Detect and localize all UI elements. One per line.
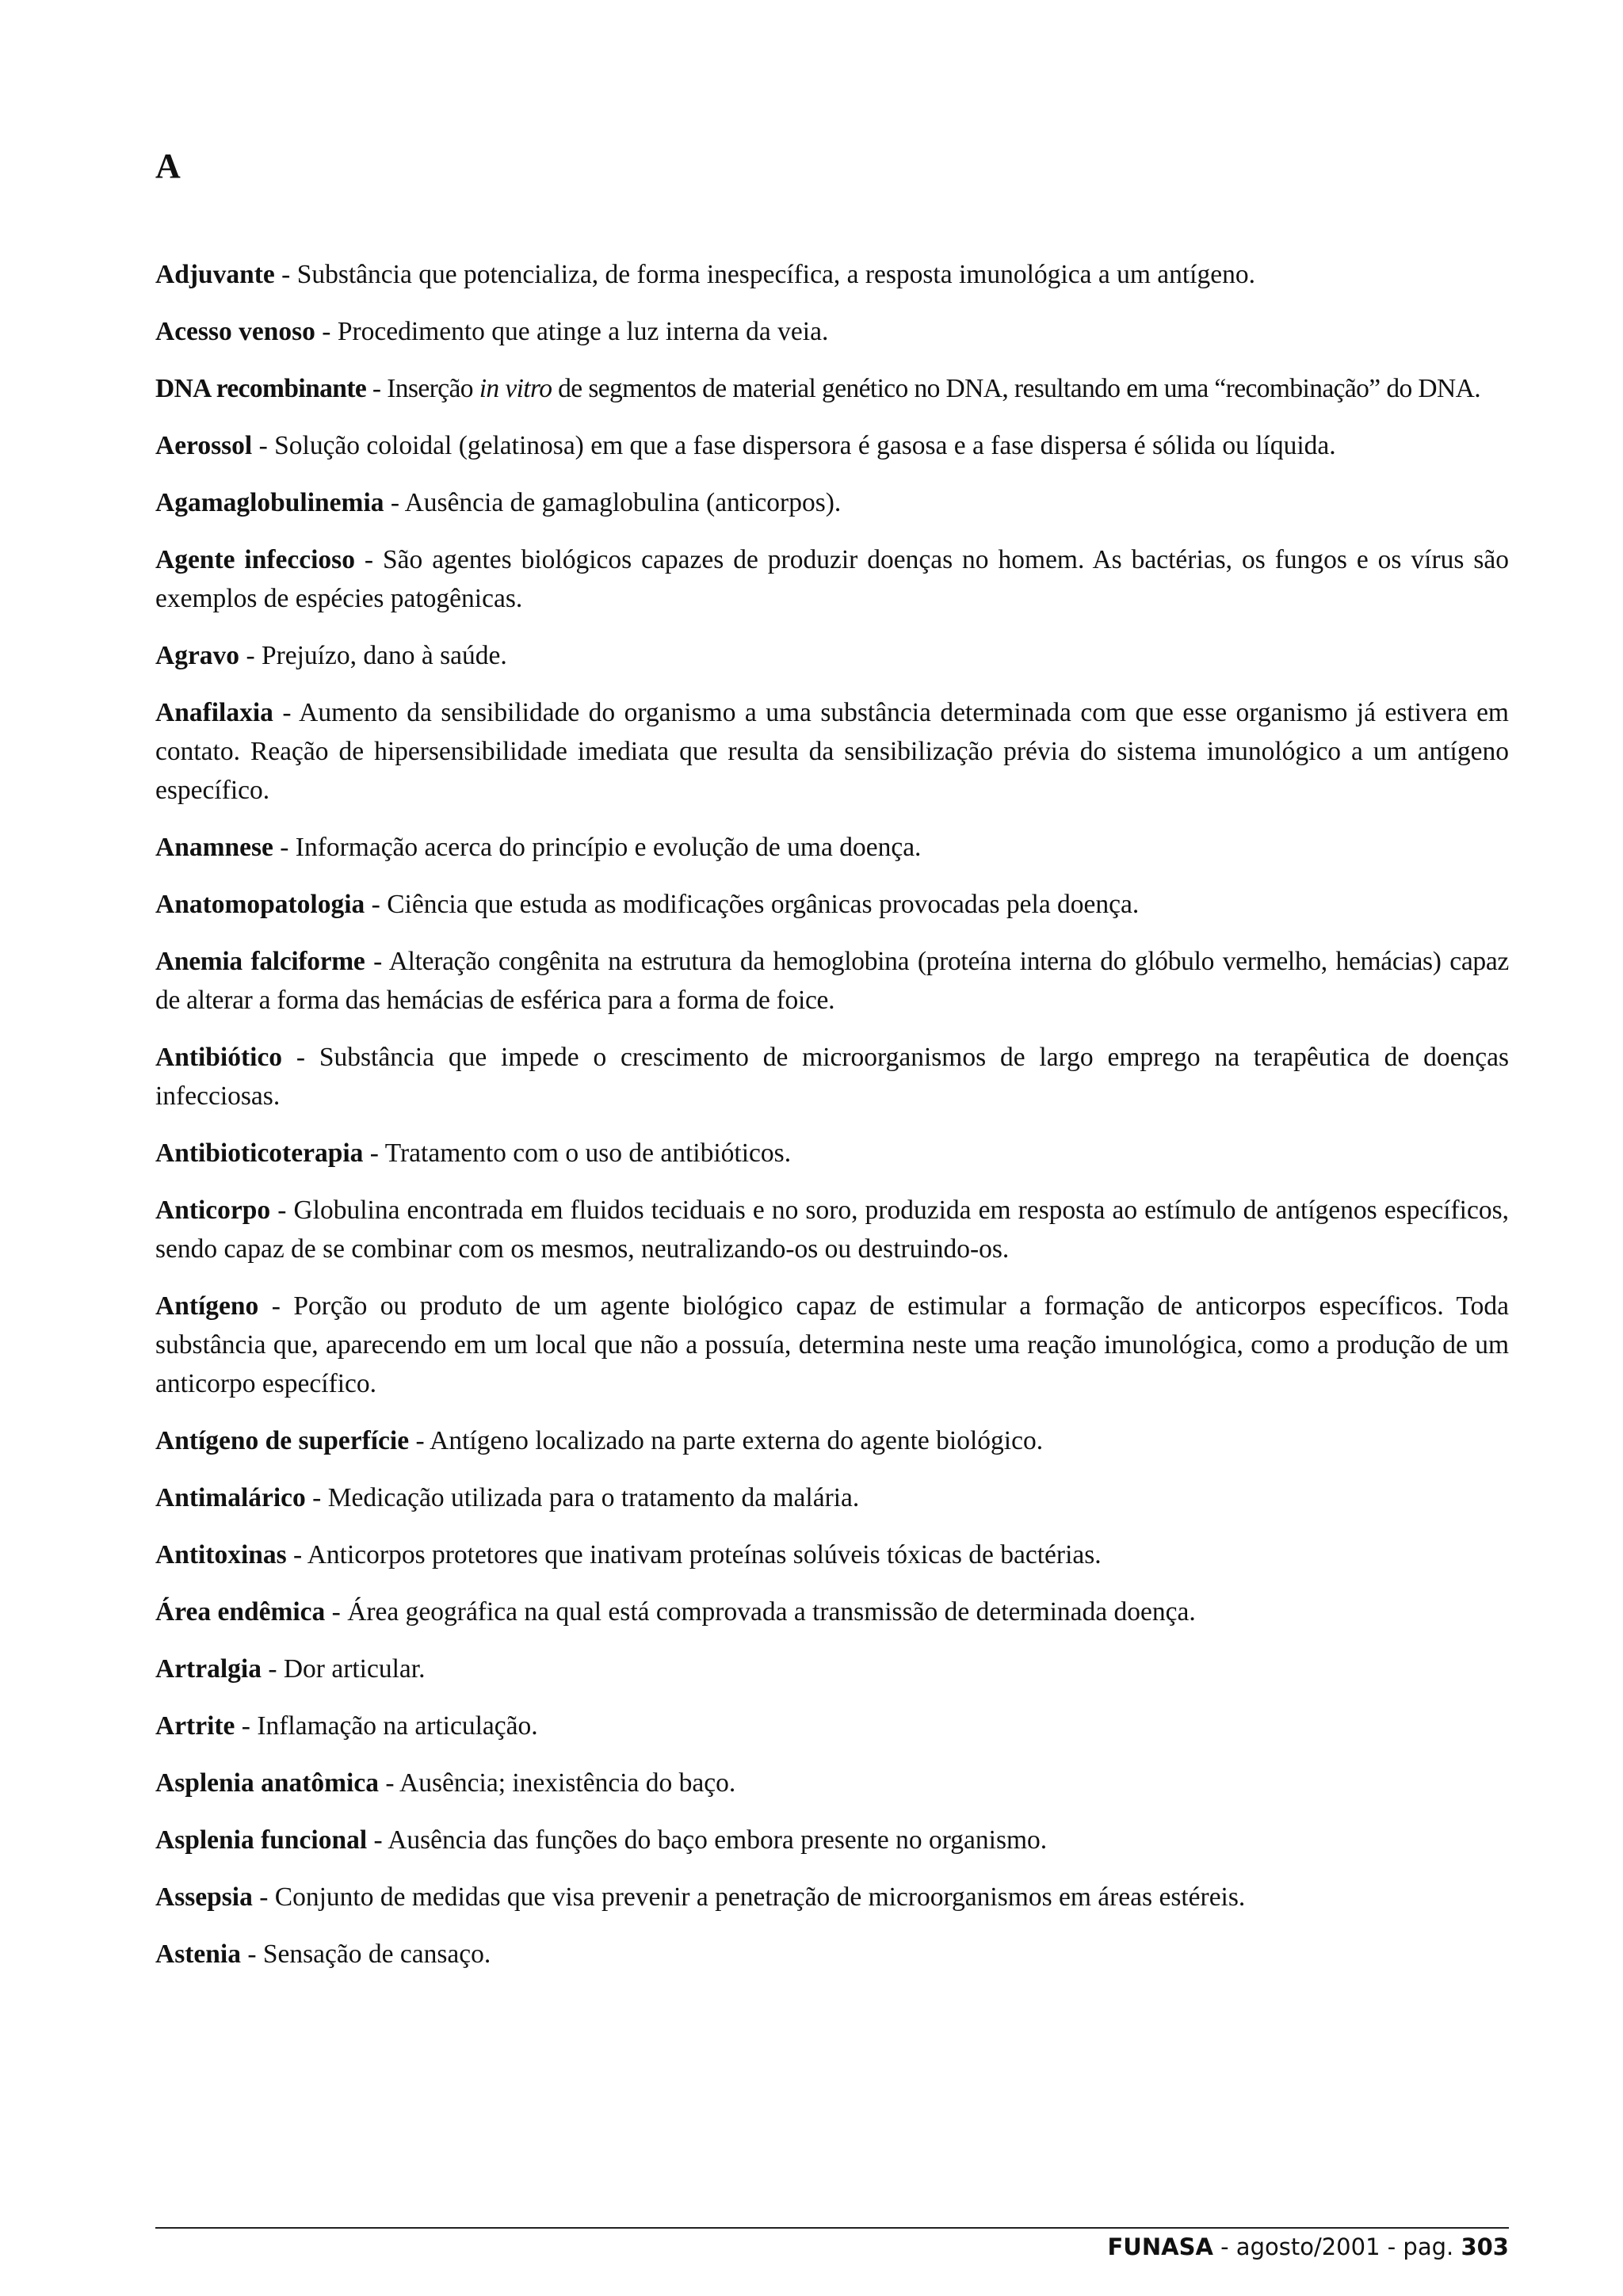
- glossary-entry: [155, 1650, 1509, 1688]
- entry-separator: -: [305, 1483, 328, 1512]
- entry-term: Agente infeccioso: [155, 545, 355, 574]
- glossary-entry: [155, 1878, 1509, 1917]
- entry-term: Artralgia: [155, 1654, 262, 1684]
- entry-definition: Área geográfica na qual está comprovada a transmissão de determinada doença.: [347, 1597, 1196, 1627]
- glossary-entry: [155, 693, 1509, 810]
- entry-definition: Anticorpos protetores que inativam proteínas solúveis tóxicas de bactérias.: [307, 1540, 1102, 1569]
- entry-definition: Medicação utilizada para o tratamento da malária.: [327, 1483, 860, 1512]
- glossary-entry: [155, 1191, 1509, 1268]
- entry-separator: -: [235, 1711, 258, 1741]
- entry-definition: Sensação de cansaço.: [262, 1939, 491, 1969]
- entry-definition: Ausência; inexistência do baço.: [399, 1768, 736, 1798]
- entry-term: Antitoxinas: [155, 1540, 287, 1569]
- entry-term: Aerossol: [155, 431, 253, 460]
- entry-definition: Alteração congênita na estrutura da hemoglobina (proteína interna do glóbulo vermelho, hemácias) capaz de alterar a forma das hemácias de esférica para a forma de foice.: [155, 947, 1509, 1015]
- entry-definition: Solução coloidal (gelatinosa) em que a fase dispersora é gasosa e a fase dispersa é sólida ou líquida.: [274, 431, 1336, 460]
- entry-definition: Conjunto de medidas que visa prevenir a penetração de microorganismos em áreas estéreis.: [274, 1882, 1246, 1912]
- glossary-entry: [155, 426, 1509, 465]
- entry-separator: -: [270, 1196, 294, 1225]
- entry-definition: Informação acerca do princípio e evolução de uma doença.: [295, 833, 922, 862]
- entry-term: Artrite: [155, 1711, 235, 1741]
- entry-term: Anafilaxia: [155, 698, 273, 727]
- entry-definition: Ausência das funções do baço embora presente no organismo.: [388, 1825, 1048, 1855]
- entry-term: Asplenia anatômica: [155, 1768, 379, 1798]
- entry-separator: -: [365, 890, 388, 919]
- glossary-page: [155, 0, 1509, 2296]
- entry-term: Astenia: [155, 1939, 241, 1969]
- entry-definition: Dor articular.: [283, 1654, 426, 1684]
- entry-term: Antígeno de superfície: [155, 1426, 410, 1455]
- glossary-entry: [155, 540, 1509, 618]
- entry-term: Antígeno: [155, 1291, 259, 1321]
- entry-term: Antibioticoterapia: [155, 1138, 364, 1168]
- entry-term: Adjuvante: [155, 260, 275, 289]
- entry-definition: Inserção: [387, 374, 479, 403]
- glossary-entry: [155, 1421, 1509, 1460]
- entry-term: Anticorpo: [155, 1196, 271, 1225]
- entry-separator: -: [252, 431, 275, 460]
- glossary-entry: [155, 483, 1509, 522]
- section-letter: A: [155, 147, 181, 185]
- glossary-entries: [155, 255, 1509, 1992]
- footer-org: FUNASA: [1107, 2233, 1213, 2260]
- glossary-entry: [155, 312, 1509, 351]
- glossary-entry: [155, 1707, 1509, 1745]
- entry-definition: Globulina encontrada em fluidos teciduais e no soro, produzida em resposta ao estímulo de antígenos específicos, sendo capaz de se combinar com os mesmos, neutralizando-os ou destruindo-os.: [155, 1196, 1509, 1264]
- entry-definition: Procedimento que atinge a luz interna da veia.: [337, 317, 829, 346]
- entry-separator: -: [282, 1043, 319, 1072]
- footer-page-number: 303: [1461, 2233, 1509, 2260]
- page-footer: [1107, 2233, 1510, 2260]
- entry-separator: -: [354, 545, 384, 574]
- entry-definition: Porção ou produto de um agente biológico capaz de estimular a formação de anticorpos específicos. Toda substância que, aparecendo em um local que não a possuía, determina neste uma reação imunológica, como a produção de um anticorpo específico.: [155, 1291, 1510, 1398]
- entry-definition-italic: in vitro: [479, 374, 552, 403]
- glossary-entry: [155, 1535, 1509, 1574]
- entry-term: Agravo: [155, 641, 240, 670]
- entry-separator: -: [273, 698, 300, 727]
- entry-definition: Ausência de gamaglobulina (anticorpos).: [404, 488, 842, 517]
- entry-separator: -: [384, 488, 405, 517]
- entry-definition: Prejuízo, dano à saúde.: [261, 641, 507, 670]
- entry-definition: Aumento da sensibilidade do organismo a uma substância determinada com que esse organismo já estivera em contato. Reação de hipersensibilidade imediata que resulta da sensibilização prévia do sistema imunológico a um antígeno específico.: [155, 698, 1509, 805]
- entry-separator: -: [367, 1825, 388, 1855]
- glossary-entry: [155, 1038, 1509, 1116]
- glossary-entry: [155, 1478, 1509, 1517]
- entry-separator: -: [366, 374, 388, 403]
- entry-definition: de segmentos de material genético no DNA, resultando em uma “recombinação” do DNA.: [552, 374, 1480, 403]
- entry-definition: São agentes biológicos capazes de produzir doenças no homem. As bactérias, os fungos e os vírus são exemplos de espécies patogênicas.: [155, 545, 1510, 613]
- glossary-entry: [155, 1821, 1509, 1859]
- glossary-entry: [155, 1935, 1509, 1974]
- entry-separator: -: [261, 1654, 284, 1684]
- glossary-entry: [155, 1287, 1509, 1403]
- entry-term: Agamaglobulinemia: [155, 488, 384, 517]
- footer-divider: [155, 2227, 1509, 2229]
- entry-separator: -: [409, 1426, 430, 1455]
- entry-definition: Antígeno localizado na parte externa do agente biológico.: [430, 1426, 1044, 1455]
- entry-term: Asplenia funcional: [155, 1825, 368, 1855]
- footer-date: - agosto/2001 - pag.: [1212, 2233, 1461, 2260]
- entry-term: Área endêmica: [155, 1597, 326, 1627]
- glossary-entry: [155, 942, 1509, 1020]
- entry-definition: Ciência que estuda as modificações orgânicas provocadas pela doença.: [387, 890, 1140, 919]
- entry-term: Antibiótico: [155, 1043, 283, 1072]
- entry-term: Acesso venoso: [155, 317, 315, 346]
- entry-definition: Substância que potencializa, de forma inespecífica, a resposta imunológica a um antígeno.: [296, 260, 1255, 289]
- glossary-entry: [155, 1764, 1509, 1802]
- entry-separator: -: [240, 1939, 263, 1969]
- glossary-entry: [155, 885, 1509, 924]
- entry-separator: -: [365, 947, 389, 976]
- entry-term: Antimalárico: [155, 1483, 306, 1512]
- entry-separator: -: [363, 1138, 385, 1168]
- glossary-entry: [155, 369, 1509, 408]
- entry-term: DNA recombinante: [155, 374, 367, 403]
- entry-term: Anemia falciforme: [155, 947, 365, 976]
- glossary-entry: [155, 255, 1509, 294]
- entry-term: Anatomopatologia: [155, 890, 365, 919]
- entry-term: Assepsia: [155, 1882, 253, 1912]
- entry-term: Anamnese: [155, 833, 273, 862]
- entry-separator: -: [274, 260, 297, 289]
- glossary-entry: [155, 1592, 1509, 1631]
- entry-separator: -: [378, 1768, 400, 1798]
- glossary-entry: [155, 1134, 1509, 1173]
- entry-definition: Substância que impede o crescimento de microorganismos de largo emprego na terapêutica de doenças infecciosas.: [155, 1043, 1510, 1111]
- entry-separator: -: [258, 1291, 294, 1321]
- entry-separator: -: [286, 1540, 307, 1569]
- entry-separator: -: [315, 317, 338, 346]
- entry-separator: -: [273, 833, 296, 862]
- entry-definition: Tratamento com o uso de antibióticos.: [384, 1138, 792, 1168]
- entry-definition: Inflamação na articulação.: [257, 1711, 538, 1741]
- entry-separator: -: [239, 641, 262, 670]
- glossary-entry: [155, 828, 1509, 867]
- entry-separator: -: [252, 1882, 275, 1912]
- glossary-entry: [155, 636, 1509, 675]
- entry-separator: -: [325, 1597, 348, 1627]
